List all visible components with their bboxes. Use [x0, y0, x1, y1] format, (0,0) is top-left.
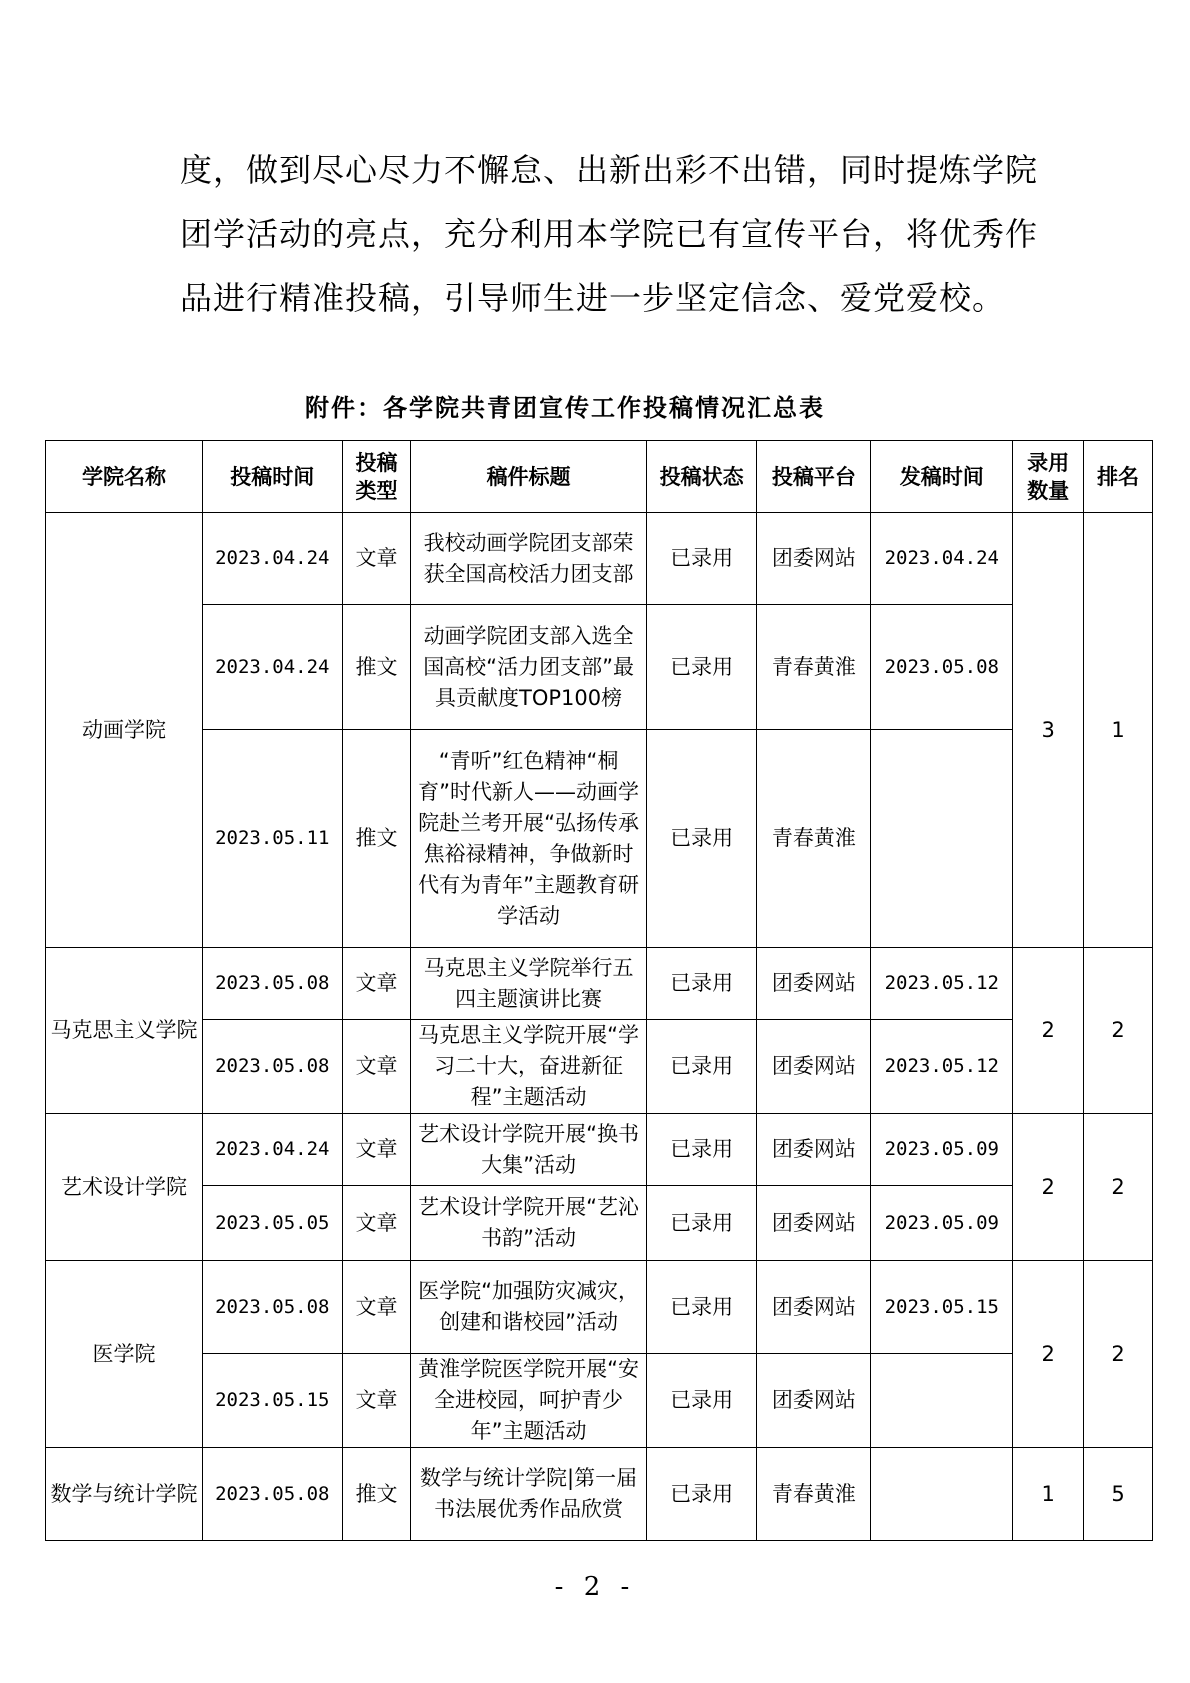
table-row: [46, 513, 1153, 605]
cell-platform: 团委网站: [757, 948, 871, 1020]
cell-type: 推文: [342, 730, 411, 948]
cell-status: 已录用: [646, 1261, 757, 1354]
cell-publish-date: 2023.05.09: [871, 1114, 1013, 1186]
cell-status: 已录用: [646, 1020, 757, 1114]
cell-college: 医学院: [46, 1261, 203, 1448]
cell-count: 3: [1013, 513, 1084, 948]
cell-platform: 团委网站: [757, 1354, 871, 1448]
cell-status: 已录用: [646, 730, 757, 948]
cell-title: 艺术设计学院开展“换书大集”活动: [411, 1114, 646, 1186]
cell-status: 已录用: [646, 1354, 757, 1448]
cell-count: 1: [1013, 1448, 1084, 1541]
cell-count: 2: [1013, 1114, 1084, 1261]
cell-publish-date: 2023.05.09: [871, 1186, 1013, 1261]
page-number: - 2 -: [554, 1572, 636, 1602]
cell-count: 2: [1013, 1261, 1084, 1448]
cell-rank: 1: [1084, 513, 1153, 948]
table-row: [46, 1186, 1153, 1261]
cell-rank: 2: [1084, 1261, 1153, 1448]
cell-submit-date: 2023.05.08: [202, 1020, 342, 1114]
cell-status: 已录用: [646, 1448, 757, 1541]
header-rank: 排名: [1084, 441, 1153, 513]
cell-platform: 团委网站: [757, 1261, 871, 1354]
cell-title: 数学与统计学院|第一届书法展优秀作品欣赏: [411, 1448, 646, 1541]
cell-publish-date: [871, 1354, 1013, 1448]
cell-publish-date: 2023.05.08: [871, 605, 1013, 730]
header-college: 学院名称: [46, 441, 203, 513]
cell-type: 文章: [342, 1114, 411, 1186]
cell-title: 马克思主义学院举行五四主题演讲比赛: [411, 948, 646, 1020]
table-row: [46, 1114, 1153, 1186]
cell-submit-date: 2023.04.24: [202, 1114, 342, 1186]
cell-platform: 团委网站: [757, 513, 871, 605]
header-title: 稿件标题: [411, 441, 646, 513]
header-type: 投稿类型: [342, 441, 411, 513]
cell-platform: 团委网站: [757, 1020, 871, 1114]
cell-submit-date: 2023.04.24: [202, 513, 342, 605]
cell-submit-date: 2023.05.08: [202, 1448, 342, 1541]
cell-count: 2: [1013, 948, 1084, 1114]
cell-type: 文章: [342, 1186, 411, 1261]
cell-title: 动画学院团支部入选全国高校“活力团支部”最具贡献度TOP100榜: [411, 605, 646, 730]
cell-title: “青听”红色精神“桐育”时代新人——动画学院赴兰考开展“弘扬传承焦裕禄精神，争做新时代有为青年”主题教育研学活动: [411, 730, 646, 948]
cell-publish-date: 2023.05.12: [871, 948, 1013, 1020]
table-caption: [0, 388, 1190, 423]
cell-publish-date: [871, 730, 1013, 948]
cell-type: 文章: [342, 513, 411, 605]
table-row: [46, 605, 1153, 730]
cell-college: 数学与统计学院: [46, 1448, 203, 1541]
cell-rank: 2: [1084, 948, 1153, 1114]
cell-publish-date: 2023.05.15: [871, 1261, 1013, 1354]
cell-status: 已录用: [646, 948, 757, 1020]
cell-platform: 团委网站: [757, 1186, 871, 1261]
cell-status: 已录用: [646, 513, 757, 605]
cell-platform: 青春黄淮: [757, 605, 871, 730]
table-row: [46, 1261, 1153, 1354]
cell-title: 医学院“加强防灾减灾，创建和谐校园”活动: [411, 1261, 646, 1354]
cell-type: 推文: [342, 1448, 411, 1541]
cell-publish-date: [871, 1448, 1013, 1541]
paragraph-line: 品进行精准投稿，引导师生进一步坚定信念、爱党爱校。: [180, 279, 1006, 317]
cell-submit-date: 2023.05.15: [202, 1354, 342, 1448]
cell-type: 文章: [342, 1261, 411, 1354]
cell-platform: 青春黄淮: [757, 730, 871, 948]
cell-submit-date: 2023.05.11: [202, 730, 342, 948]
paragraph-line: 度，做到尽心尽力不懈怠、出新出彩不出错，同时提炼学院: [180, 151, 1039, 189]
table-row: [46, 1354, 1153, 1448]
header-row: [46, 441, 1153, 513]
cell-rank: 2: [1084, 1114, 1153, 1261]
cell-college: 艺术设计学院: [46, 1114, 203, 1261]
table-row: [46, 1020, 1153, 1114]
summary-table: [45, 440, 1153, 1541]
cell-title: 马克思主义学院开展“学习二十大，奋进新征程”主题活动: [411, 1020, 646, 1114]
cell-college: 马克思主义学院: [46, 948, 203, 1114]
table-row: [46, 948, 1153, 1020]
cell-publish-date: 2023.05.12: [871, 1020, 1013, 1114]
header-platform: 投稿平台: [757, 441, 871, 513]
cell-type: 文章: [342, 1020, 411, 1114]
cell-type: 文章: [342, 1354, 411, 1448]
cell-rank: 5: [1084, 1448, 1153, 1541]
cell-submit-date: 2023.05.05: [202, 1186, 342, 1261]
table-caption-text: 附件：各学院共青团宣传工作投稿情况汇总表: [305, 393, 825, 422]
cell-submit-date: 2023.04.24: [202, 605, 342, 730]
cell-status: 已录用: [646, 1186, 757, 1261]
cell-status: 已录用: [646, 1114, 757, 1186]
cell-title: 艺术设计学院开展“艺沁书韵”活动: [411, 1186, 646, 1261]
cell-platform: 青春黄淮: [757, 1448, 871, 1541]
header-count: 录用数量: [1013, 441, 1084, 513]
cell-submit-date: 2023.05.08: [202, 948, 342, 1020]
paragraph-line: 团学活动的亮点，充分利用本学院已有宣传平台，将优秀作: [180, 215, 1039, 253]
cell-type: 推文: [342, 605, 411, 730]
cell-submit-date: 2023.05.08: [202, 1261, 342, 1354]
cell-publish-date: 2023.04.24: [871, 513, 1013, 605]
body-paragraph: [180, 138, 1039, 330]
cell-status: 已录用: [646, 605, 757, 730]
cell-type: 文章: [342, 948, 411, 1020]
cell-platform: 团委网站: [757, 1114, 871, 1186]
cell-title: 我校动画学院团支部荣获全国高校活力团支部: [411, 513, 646, 605]
header-submit-date: 投稿时间: [202, 441, 342, 513]
table-row: [46, 730, 1153, 948]
header-status: 投稿状态: [646, 441, 757, 513]
table-row: [46, 1448, 1153, 1541]
cell-title: 黄淮学院医学院开展“安全进校园，呵护青少年”主题活动: [411, 1354, 646, 1448]
cell-college: 动画学院: [46, 513, 203, 948]
header-publish-date: 发稿时间: [871, 441, 1013, 513]
